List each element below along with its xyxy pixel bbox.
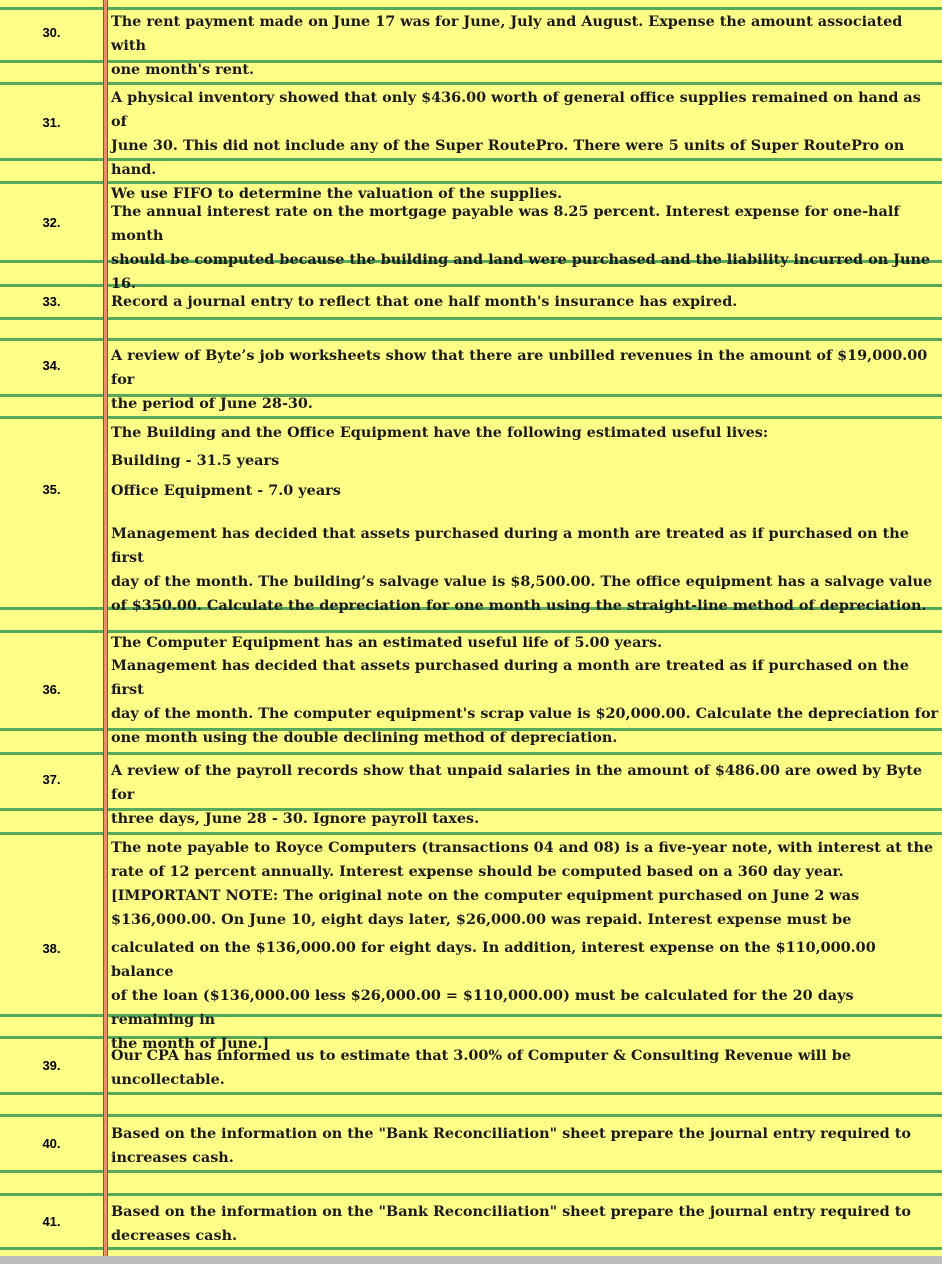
text-line: The Building and the Office Equipment have the following estimated useful lives: bbox=[111, 424, 769, 441]
item-number: 37. bbox=[42, 772, 61, 787]
text-line: [IMPORTANT NOTE: The original note on the computer equipment purchased on June 2 was bbox=[111, 887, 860, 904]
item-number: 35. bbox=[42, 482, 61, 497]
text-line: one month's rent. bbox=[111, 61, 254, 78]
text-line: increases cash. bbox=[111, 1149, 234, 1166]
item-text bbox=[111, 836, 939, 1056]
text-line: A review of Byte’s job worksheets show that there are unbilled revenues in the amount of $19,000.00 for bbox=[111, 347, 928, 388]
text-line: the month of June.] bbox=[111, 1035, 270, 1052]
item-text bbox=[111, 86, 939, 206]
rule-line bbox=[0, 752, 942, 755]
item-number: 39. bbox=[42, 1058, 61, 1073]
text-line: Office Equipment - 7.0 years bbox=[111, 482, 341, 499]
item-text bbox=[111, 290, 939, 314]
text-line: one month using the double declining method of depreciation. bbox=[111, 729, 618, 746]
text-line: We use FIFO to determine the valuation of the supplies. bbox=[111, 185, 563, 202]
rule-line bbox=[0, 1170, 942, 1173]
text-line: The annual interest rate on the mortgage payable was 8.25 percent. Interest expense for one-half month bbox=[111, 203, 900, 244]
rule-line bbox=[0, 338, 942, 341]
text-line: The rent payment made on June 17 was for June, July and August. Expense the amount associated with bbox=[111, 13, 903, 54]
text-line: uncollectable. bbox=[111, 1071, 225, 1088]
rule-line bbox=[0, 416, 942, 419]
item-text bbox=[111, 200, 939, 296]
item-text bbox=[111, 1122, 939, 1170]
text-line: three days, June 28 - 30. Ignore payroll taxes. bbox=[111, 810, 480, 827]
item-text bbox=[111, 632, 939, 750]
text-line: Based on the information on the "Bank Reconciliation" sheet prepare the journal entry required to bbox=[111, 1203, 911, 1220]
text-line: should be computed because the building and land were purchased and the liability incurred on June 16. bbox=[111, 251, 931, 292]
text-line: Management has decided that assets purchased during a month are treated as if purchased on the first bbox=[111, 525, 909, 566]
margin-rule bbox=[103, 0, 108, 1264]
text-line: day of the month. The building’s salvage value is $8,500.00. The office equipment has a salvage value bbox=[111, 573, 933, 590]
item-text bbox=[111, 759, 939, 831]
rule-line bbox=[0, 1114, 942, 1117]
item-number: 34. bbox=[42, 358, 61, 373]
item-text bbox=[111, 1200, 939, 1248]
item-text bbox=[111, 10, 939, 82]
item-number: 33. bbox=[42, 294, 61, 309]
text-line: the period of June 28-30. bbox=[111, 395, 313, 412]
text-line: Building - 31.5 years bbox=[111, 452, 280, 469]
item-number: 41. bbox=[42, 1214, 61, 1229]
horizontal-scrollbar[interactable] bbox=[0, 1256, 942, 1264]
rule-line bbox=[0, 82, 942, 85]
rule-line bbox=[0, 1092, 942, 1095]
text-line: Our CPA has informed us to estimate that 3.00% of Computer & Consulting Revenue will be bbox=[111, 1047, 851, 1064]
text-line: calculated on the $136,000.00 for eight days. In addition, interest expense on the $110,000.00 balance bbox=[111, 939, 876, 980]
text-line: A review of the payroll records show that unpaid salaries in the amount of $486.00 are owed by Byte for bbox=[111, 762, 923, 803]
rule-line bbox=[0, 1193, 942, 1196]
item-number: 31. bbox=[42, 115, 61, 130]
item-text bbox=[111, 1044, 939, 1092]
text-line: June 30. This did not include any of the Super RoutePro. There were 5 units of Super RoutePro on hand. bbox=[111, 137, 905, 178]
item-number: 30. bbox=[42, 25, 61, 40]
item-number: 36. bbox=[42, 682, 61, 697]
text-line: The Computer Equipment has an estimated useful life of 5.00 years. bbox=[111, 634, 663, 651]
item-text bbox=[111, 420, 939, 618]
text-line: Management has decided that assets purchased during a month are treated as if purchased on the first bbox=[111, 657, 909, 698]
text-line: A physical inventory showed that only $436.00 worth of general office supplies remained on hand as of bbox=[111, 89, 921, 130]
rule-line bbox=[0, 832, 942, 835]
item-number: 32. bbox=[42, 215, 61, 230]
text-line: of $350.00. Calculate the depreciation for one month using the straight-line method of depreciation. bbox=[111, 597, 927, 614]
item-number: 40. bbox=[42, 1136, 61, 1151]
text-line: Record a journal entry to reflect that one half month's insurance has expired. bbox=[111, 293, 738, 310]
item-number: 38. bbox=[42, 941, 61, 956]
item-text bbox=[111, 344, 939, 416]
text-line: Based on the information on the "Bank Reconciliation" sheet prepare the journal entry required to bbox=[111, 1125, 911, 1142]
text-line: rate of 12 percent annually. Interest expense should be computed based on a 360 day year. bbox=[111, 863, 844, 880]
text-line: decreases cash. bbox=[111, 1227, 238, 1244]
text-line: $136,000.00. On June 10, eight days later, $26,000.00 was repaid. Interest expense must be bbox=[111, 911, 852, 928]
rule-line bbox=[0, 317, 942, 320]
text-line: of the loan ($136,000.00 less $26,000.00 = $110,000.00) must be calculated for the 20 days remaining in bbox=[111, 987, 854, 1028]
text-line: day of the month. The computer equipment's scrap value is $20,000.00. Calculate the depreciation for bbox=[111, 705, 939, 722]
text-line: The note payable to Royce Computers (transactions 04 and 08) is a five-year note, with interest at the bbox=[111, 839, 934, 856]
